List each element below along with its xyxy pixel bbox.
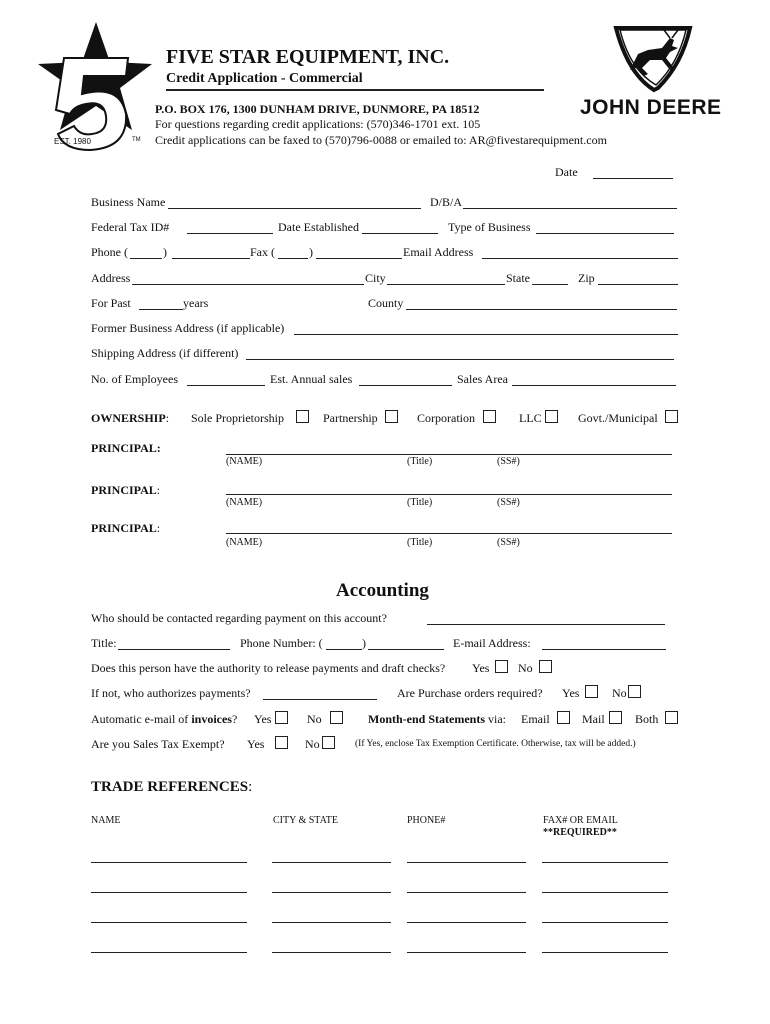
llc-label: LLC [519,411,542,425]
email-field[interactable] [482,258,678,259]
date-label: Date [555,165,578,179]
business-name-label: Business Name [91,195,166,209]
ref-3-fax-email-field[interactable] [542,922,668,923]
fax-field[interactable] [316,258,402,259]
state-label: State [506,271,530,285]
shipping-address-field[interactable] [246,359,674,360]
authorizes-field[interactable] [263,699,377,700]
john-deere-logo [578,24,728,124]
shipping-address-label: Shipping Address (if different) [91,346,239,360]
fax-close-paren: ) [309,245,313,259]
authorizes-question: If not, who authorizes payments? [91,686,251,700]
phone-label: Phone ( [91,245,128,259]
for-past-label: For Past [91,296,131,310]
principal-2-ss-caption: (SS#) [497,497,520,508]
tax-exempt-no-label: No [305,737,320,751]
authority-question: Does this person have the authority to release payments and draft checks? [91,661,446,675]
auto-email-no-checkbox[interactable] [330,711,343,724]
years-label: years [183,296,209,310]
auto-email-yes-checkbox[interactable] [275,711,288,724]
header-rule [166,89,544,91]
sole-proprietorship-label: Sole Proprietorship [191,411,284,425]
principal-3-label: PRINCIPAL: [91,521,161,535]
auto-email-question: Automatic e-mail of invoices? [91,712,238,726]
authority-yes-checkbox[interactable] [495,660,508,673]
phone-area-field[interactable] [130,258,162,259]
annual-sales-field[interactable] [359,385,452,386]
company-name: FIVE STAR EQUIPMENT, INC. [166,46,450,68]
principal-2-title-caption: (Title) [407,497,433,508]
month-end-email-label: Email [521,712,550,726]
tax-exempt-question: Are you Sales Tax Exempt? [91,737,225,751]
corporation-checkbox[interactable] [483,410,496,423]
dba-field[interactable] [463,208,677,209]
authority-yes-label: Yes [472,661,490,675]
acct-phone-close-paren: ) [362,636,366,650]
address-field[interactable] [132,284,364,285]
ref-3-name-field[interactable] [91,922,247,923]
principal-2-label: PRINCIPAL: [91,483,161,497]
phone-close-paren: ) [163,245,167,259]
govt-municipal-label: Govt./Municipal [578,411,658,425]
contact-field[interactable] [427,624,665,625]
po-yes-label: Yes [562,686,580,700]
po-no-label: No [612,686,627,700]
principal-3-field[interactable] [226,533,672,534]
partnership-label: Partnership [323,411,378,425]
ref-3-city-field[interactable] [272,922,391,923]
col-required-note: **REQUIRED** [543,827,617,838]
ref-1-fax-email-field[interactable] [542,862,668,863]
logo-est: EST. 1980 [54,137,91,146]
principal-3-name-caption: (NAME) [226,537,263,548]
principal-1-title-caption: (Title) [407,456,433,467]
po-question: Are Purchase orders required? [397,686,543,700]
ref-2-fax-email-field[interactable] [542,892,668,893]
sales-area-field[interactable] [512,385,676,386]
principal-3-ss-caption: (SS#) [497,537,520,548]
month-end-mail-label: Mail [582,712,605,726]
zip-label: Zip [578,271,595,285]
auto-email-yes-label: Yes [254,712,272,726]
partnership-checkbox[interactable] [385,410,398,423]
title-field[interactable] [118,649,230,650]
po-no-checkbox[interactable] [628,685,641,698]
principal-1-field[interactable] [226,454,672,455]
john-deere-wordmark: JOHN DEERE [580,96,722,119]
acct-phone-field[interactable] [368,649,444,650]
federal-tax-field[interactable] [187,233,273,234]
county-field[interactable] [406,309,677,310]
auto-email-no-label: No [307,712,322,726]
address-label: Address [91,271,131,285]
acct-email-label: E-mail Address: [453,636,531,650]
ref-1-city-field[interactable] [272,862,391,863]
ref-2-city-field[interactable] [272,892,391,893]
authority-no-label: No [518,661,533,675]
former-address-field[interactable] [294,334,678,335]
principal-1-label: PRINCIPAL: [91,441,161,455]
llc-checkbox[interactable] [545,410,558,423]
five-star-logo [34,22,154,158]
principal-2-name-caption: (NAME) [226,497,263,508]
trade-references-heading: TRADE REFERENCES: [91,779,253,795]
ref-4-phone-field[interactable] [407,952,526,953]
ref-1-phone-field[interactable] [407,862,526,863]
employees-field[interactable] [187,385,265,386]
questions-contact: For questions regarding credit applications: (570)346-1701 ext. 105 [155,117,481,131]
zip-field[interactable] [598,284,678,285]
sales-area-label: Sales Area [457,372,508,386]
tax-exempt-yes-checkbox[interactable] [275,736,288,749]
ref-4-name-field[interactable] [91,952,247,953]
principal-1-ss-caption: (SS#) [497,456,520,467]
tax-exempt-no-checkbox[interactable] [322,736,335,749]
city-field[interactable] [387,284,505,285]
ref-1-name-field[interactable] [91,862,247,863]
type-of-business-label: Type of Business [448,220,531,234]
fax-area-field[interactable] [278,258,308,259]
acct-email-field[interactable] [542,649,666,650]
years-field[interactable] [139,309,183,310]
month-end-email-checkbox[interactable] [557,711,570,724]
tax-exempt-yes-label: Yes [247,737,265,751]
logo-tm: TM [132,137,141,143]
phone-field[interactable] [172,258,250,259]
principal-2-field[interactable] [226,494,672,495]
former-address-label: Former Business Address (if applicable) [91,321,285,335]
ref-4-city-field[interactable] [272,952,391,953]
month-end-both-label: Both [635,712,659,726]
tax-exempt-note: (If Yes, enclose Tax Exemption Certificate. Otherwise, tax will be added.) [355,739,636,749]
title-label: Title: [91,636,117,650]
sole-proprietorship-checkbox[interactable] [296,410,309,423]
ref-2-phone-field[interactable] [407,892,526,893]
accounting-heading: Accounting [336,580,429,601]
po-yes-checkbox[interactable] [585,685,598,698]
email-label: Email Address [403,245,474,259]
col-fax-email-header: FAX# OR EMAIL [543,815,618,826]
corporation-label: Corporation [417,411,475,425]
county-label: County [368,296,404,310]
employees-label: No. of Employees [91,372,178,386]
federal-tax-label: Federal Tax ID# [91,220,170,234]
business-name-field[interactable] [168,208,421,209]
acct-phone-label: Phone Number: ( [240,636,323,650]
form-subtitle: Credit Application - Commercial [166,71,363,86]
date-field[interactable] [593,178,673,179]
col-name-header: NAME [91,815,121,826]
col-city-header: CITY & STATE [273,815,338,826]
month-end-both-checkbox[interactable] [665,711,678,724]
type-of-business-field[interactable] [536,233,674,234]
fax-label: Fax ( [250,245,275,259]
col-phone-header: PHONE# [407,815,446,826]
dba-label: D/B/A [430,195,463,209]
acct-phone-area-field[interactable] [326,649,362,650]
ref-3-phone-field[interactable] [407,922,526,923]
authority-no-checkbox[interactable] [539,660,552,673]
annual-sales-label: Est. Annual sales [270,372,353,386]
principal-1-name-caption: (NAME) [226,456,263,467]
ref-2-name-field[interactable] [91,892,247,893]
month-end-label: Month-end Statements via: [368,712,506,726]
ownership-label: OWNERSHIP: [91,411,170,425]
month-end-mail-checkbox[interactable] [609,711,622,724]
fax-email-contact: Credit applications can be faxed to (570)796-0088 or emailed to: AR@fivestarequipment.com [155,133,607,147]
city-label: City [365,271,386,285]
principal-3-title-caption: (Title) [407,537,433,548]
date-established-label: Date Established [278,220,359,234]
ref-4-fax-email-field[interactable] [542,952,668,953]
govt-municipal-checkbox[interactable] [665,410,678,423]
state-field[interactable] [532,284,568,285]
contact-question: Who should be contacted regarding payment on this account? [91,611,387,625]
date-established-field[interactable] [362,233,438,234]
company-address: P.O. BOX 176, 1300 DUNHAM DRIVE, DUNMORE, PA 18512 [155,102,480,116]
